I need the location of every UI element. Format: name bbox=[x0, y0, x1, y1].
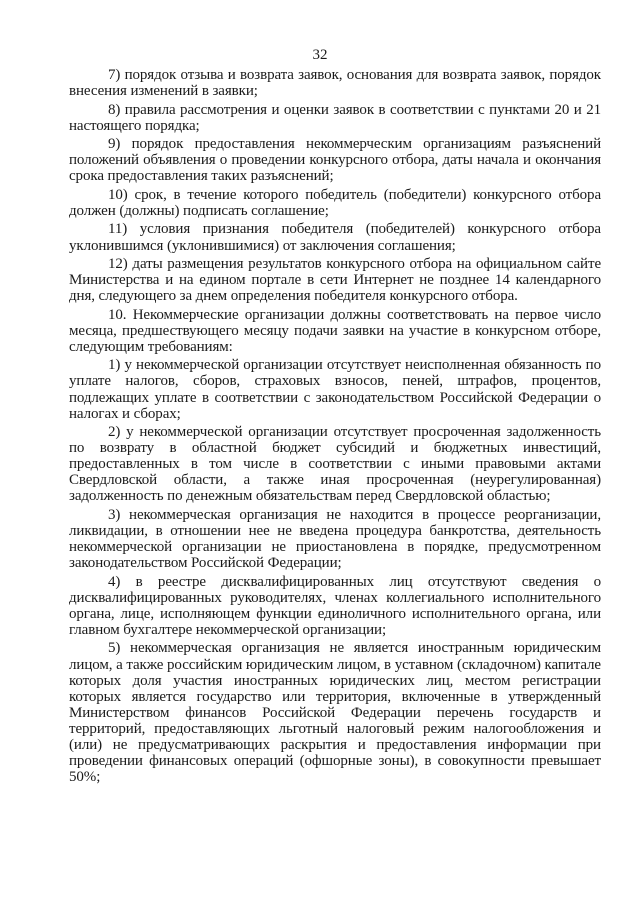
document-body bbox=[69, 67, 601, 788]
paragraph-item-10: 10) срок, в течение которого победитель (победители) конкурсного отбора должен (должны) подписать соглашение; bbox=[69, 186, 601, 219]
paragraph-item-9: 9) порядок предоставления некоммерческим организациям разъяснений положений объявления о проведении конкурсного отбора, даты начала и окончания срока предоставления таких разъяснений; bbox=[69, 136, 601, 185]
paragraph-item-7: 7) порядок отзыва и возврата заявок, основания для возврата заявок, порядок внесения изменений в заявки; bbox=[69, 67, 601, 100]
paragraph-item-12: 12) даты размещения результатов конкурсного отбора на официальном сайте Министерства и на едином портале в сети Интернет не позднее 14 календарного дня, следующего за днем определения победителя конкурсного отбора. bbox=[69, 255, 601, 305]
requirement-4: 4) в реестре дисквалифицированных лиц отсутствуют сведения о дисквалифицированных руководителях, членах коллегиального исполнительного органа, лице, исполняющем функции единоличного исполнительного органа, или главном бухгалтере некоммерческой организации; bbox=[69, 573, 601, 638]
page-number: 32 bbox=[312, 47, 328, 63]
requirement-3: 3) некоммерческая организация не находится в процессе реорганизации, ликвидации, в отношении нее не введена процедура банкротства, деятельность некоммерческой организации не приостановлена в порядке, предусмотренном законодательством Российской Федерации; bbox=[69, 506, 601, 572]
requirement-1: 1) у некоммерческой организации отсутствует неисполненная обязанность по уплате налогов, сборов, страховых взносов, пеней, штрафов, процентов, подлежащих уплате в соответствии с законодательством Российской Федерации о налогах и сборах; bbox=[69, 357, 601, 422]
requirement-5: 5) некоммерческая организация не является иностранным юридическим лицом, а также российским юридическим лицом, в уставном (складочном) капитале которых доля участия иностранных юридических лиц, местом регистрации которых является государство или территория, включенные в утвержденный Министерством финансов Российской Федерации перечень государств и территорий, предоставляющих льготный налоговый режим налогообложения и (или) не предусматривающих раскрытия и предоставления информации при проведении финансовых операций (офшорные зоны), в совокупности превышает 50%; bbox=[69, 640, 601, 786]
paragraph-item-11: 11) условия признания победителя (победителей) конкурсного отбора уклонившимся (уклонившимися) от заключения соглашения; bbox=[69, 221, 601, 254]
requirement-2: 2) у некоммерческой организации отсутствует просроченная задолженность по возврату в областной бюджет субсидий и бюджетных инвестиций, предоставленных в том числе в соответствии с иными правовыми актами Свердловской области, а также иная просроченная (неурегулированная) задолженность по денежным обязательствам перед Свердловской областью; bbox=[69, 424, 601, 505]
paragraph-section-10: 10. Некоммерческие организации должны соответствовать на первое число месяца, предшествующего месяцу подачи заявки на участие в конкурсном отборе, следующим требованиям: bbox=[69, 306, 601, 355]
paragraph-item-8: 8) правила рассмотрения и оценки заявок в соответствии с пунктами 20 и 21 настоящего порядка; bbox=[69, 101, 601, 134]
